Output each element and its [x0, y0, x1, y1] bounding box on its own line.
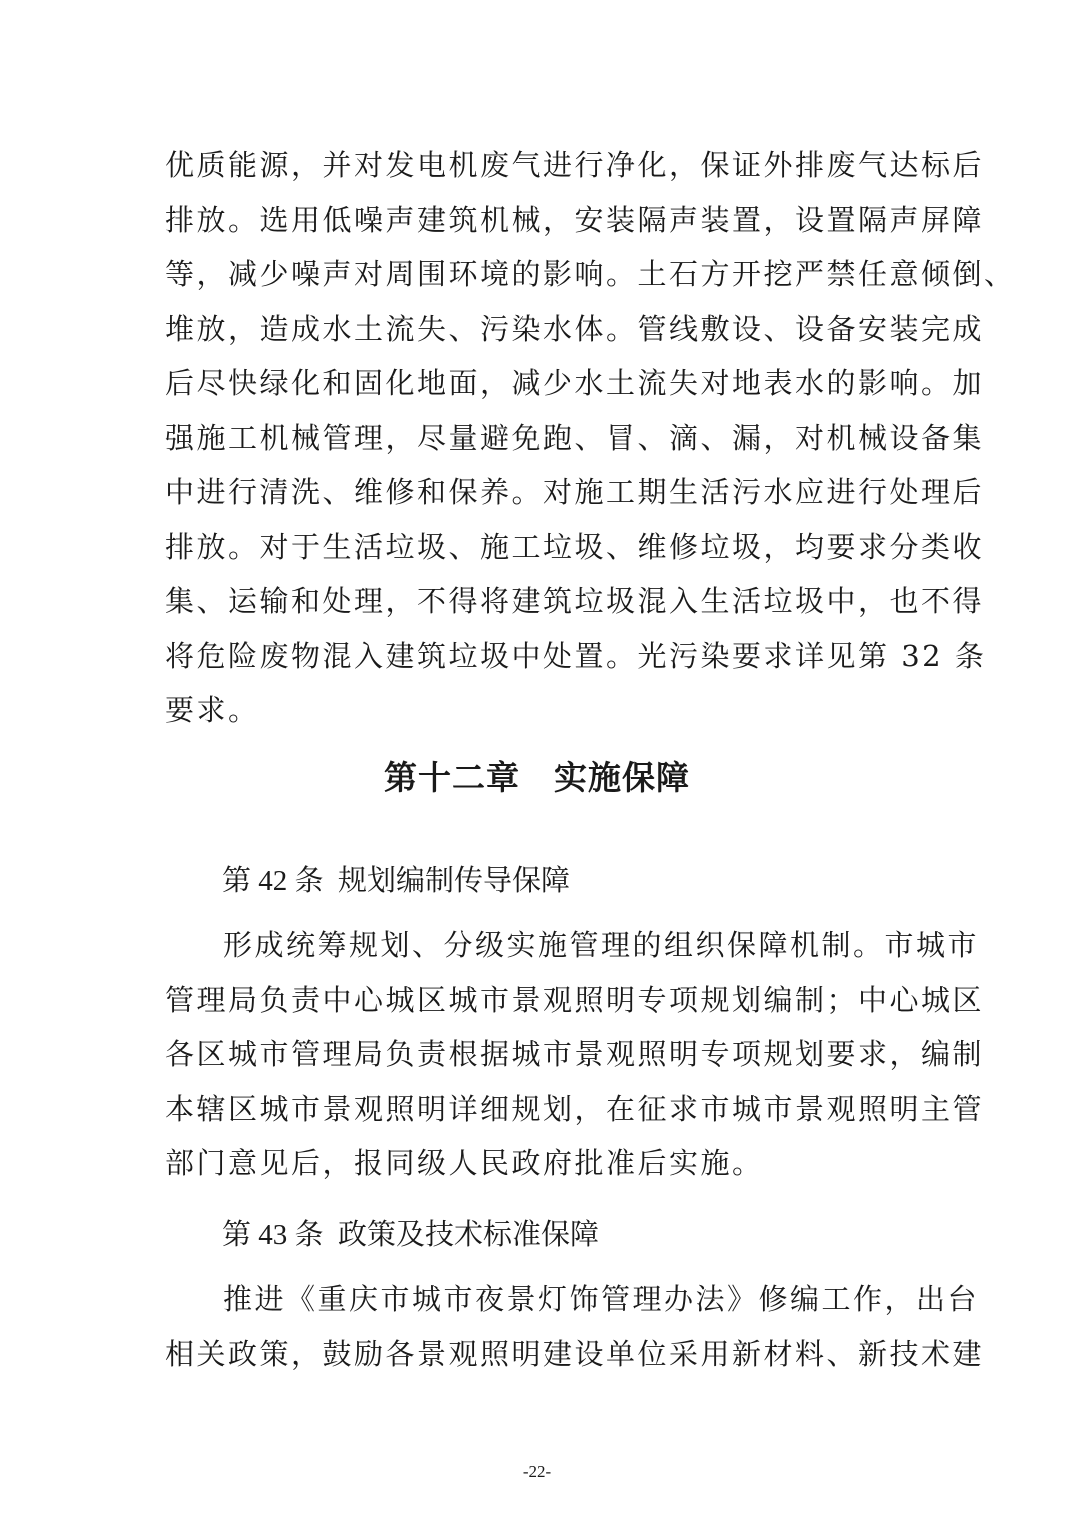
article-43-body: [165, 1272, 985, 1381]
paragraph-line: 中进行清洗、维修和保养。对施工期生活污水应进行处理后: [165, 475, 985, 509]
paragraph-pollution-control: [165, 138, 1016, 738]
paragraph-line: 等，减少噪声对周围环境的影响。土石方开挖严禁任意倾倒、: [165, 257, 1016, 291]
paragraph-line: 相关政策，鼓励各景观照明建设单位采用新材料、新技术建: [165, 1336, 985, 1371]
paragraph-line: 排放。选用低噪声建筑机械，安装隔声装置，设置隔声屏障: [165, 202, 985, 237]
article-42-title: 第 42 条 规划编制传导保障: [222, 865, 571, 897]
paragraph-line: 形成统筹规划、分级实施管理的组织保障机制。市城市: [223, 928, 980, 962]
chapter-title: 第十二章 实施保障: [384, 758, 690, 797]
paragraph-line: 堆放，造成水土流失、污染水体。管线敷设、设备安装完成: [165, 311, 985, 346]
paragraph-line: 管理局负责中心城区城市景观照明专项规划编制；中心城区: [165, 982, 985, 1017]
paragraph-line: 部门意见后，报同级人民政府批准后实施。: [165, 1146, 764, 1180]
paragraph-line: 将危险废物混入建筑垃圾中处置。光污染要求详见第 32 条: [165, 638, 987, 673]
paragraph-line: 排放。对于生活垃圾、施工垃圾、维修垃圾，均要求分类收: [165, 529, 985, 564]
paragraph-line: 优质能源，并对发电机废气进行净化，保证外排废气达标后: [165, 148, 985, 182]
paragraph-line: 强施工机械管理，尽量避免跑、冒、滴、漏，对机械设备集: [165, 420, 985, 455]
paragraph-line: 集、运输和处理，不得将建筑垃圾混入生活垃圾中，也不得: [165, 584, 985, 618]
paragraph-line: 要求。: [165, 693, 260, 727]
page-number: -22-: [522, 1462, 552, 1481]
paragraph-line: 各区城市管理局负责根据城市景观照明专项规划要求，编制: [165, 1037, 985, 1071]
paragraph-line: 推进《重庆市城市夜景灯饰管理办法》修编工作，出台: [223, 1282, 980, 1316]
paragraph-line: 本辖区城市景观照明详细规划，在征求市城市景观照明主管: [165, 1091, 985, 1126]
article-43-title: 第 43 条 政策及技术标准保障: [222, 1219, 600, 1251]
article-42-body: [165, 918, 985, 1191]
paragraph-line: 后尽快绿化和固化地面，减少水土流失对地表水的影响。加: [165, 366, 985, 400]
